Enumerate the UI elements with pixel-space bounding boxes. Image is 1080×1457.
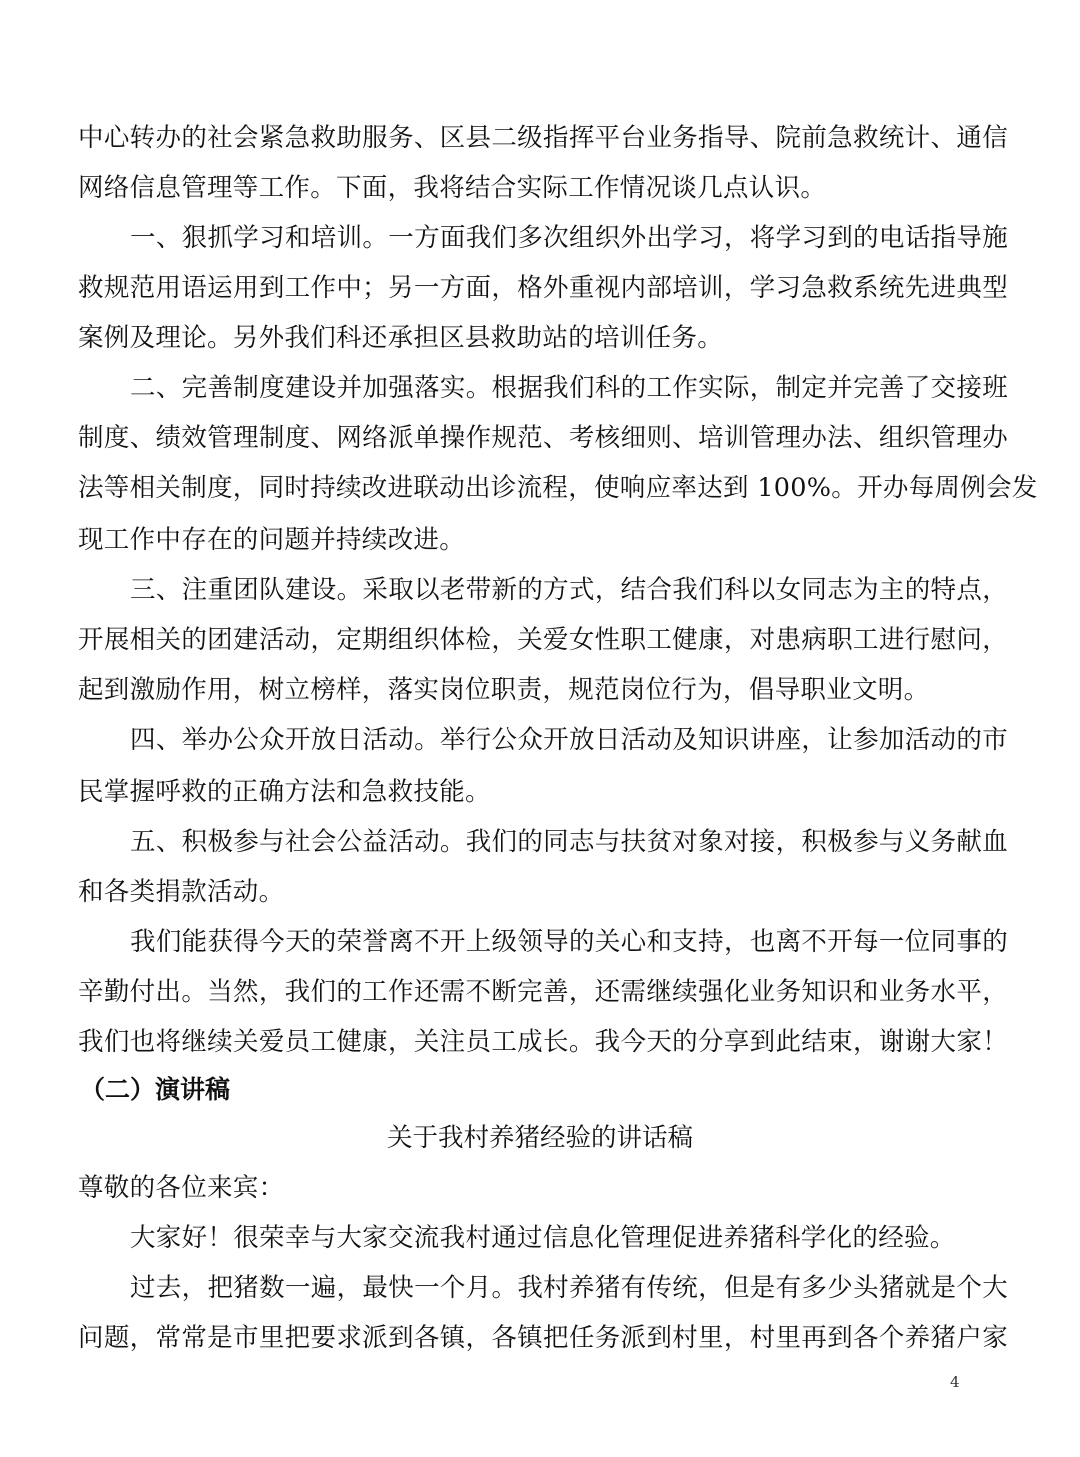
paragraph-line: 开展相关的团建活动，定期组织体检，关爱女性职工健康，对患病职工进行慰问， (78, 625, 1008, 655)
paragraph-line: 案例及理论。另外我们科还承担区县救助站的培训任务。 (78, 323, 724, 353)
paragraph-line: 过去，把猪数一遍，最快一个月。我村养猪有传统，但是有多少头猪就是个大 (130, 1273, 1008, 1303)
paragraph-line: 二、完善制度建设并加强落实。根据我们科的工作实际，制定并完善了交接班 (130, 373, 1008, 403)
speech-title: 关于我村养猪经验的讲话稿 (386, 1123, 693, 1153)
paragraph-line: 我们也将继续关爱员工健康，关注员工成长。我今天的分享到此结束，谢谢大家！ (78, 1027, 1008, 1057)
paragraph-line: 四、举办公众开放日活动。举行公众开放日活动及知识讲座，让参加活动的市 (130, 725, 1008, 755)
paragraph-line: 一、狠抓学习和培训。一方面我们多次组织外出学习，将学习到的电话指导施 (130, 223, 1008, 253)
paragraph-line: 现工作中存在的问题并持续改进。 (78, 525, 466, 555)
paragraph-line: 三、注重团队建设。采取以老带新的方式，结合我们科以女同志为主的特点， (130, 575, 1008, 605)
paragraph-line: 五、积极参与社会公益活动。我们的同志与扶贫对象对接，积极参与义务献血 (130, 827, 1008, 857)
paragraph-line: 法等相关制度，同时持续改进联动出诊流程，使响应率达到 100%。开办每周例会发 (78, 473, 1038, 503)
paragraph-line: 和各类捐款活动。 (78, 877, 285, 907)
paragraph-line: 民掌握呼救的正确方法和急救技能。 (78, 777, 491, 807)
salutation-line: 尊敬的各位来宾： (78, 1173, 285, 1203)
page-number: 4 (950, 1373, 960, 1391)
paragraph-line: 起到激励作用，树立榜样，落实岗位职责，规范岗位行为，倡导职业文明。 (78, 675, 930, 705)
paragraph-line: 大家好！很荣幸与大家交流我村通过信息化管理促进养猪科学化的经验。 (130, 1223, 956, 1253)
section-heading: （二）演讲稿 (80, 1075, 231, 1104)
paragraph-line: 救规范用语运用到工作中；另一方面，格外重视内部培训，学习急救系统先进典型 (78, 273, 1008, 303)
paragraph-line: 网络信息管理等工作。下面，我将结合实际工作情况谈几点认识。 (78, 173, 827, 203)
paragraph-line: 辛勤付出。当然，我们的工作还需不断完善，还需继续强化业务知识和业务水平， (78, 977, 1008, 1007)
paragraph-line: 问题，常常是市里把要求派到各镇，各镇把任务派到村里，村里再到各个养猪户家 (78, 1323, 1008, 1353)
paragraph-line: 制度、绩效管理制度、网络派单操作规范、考核细则、培训管理办法、组织管理办 (78, 423, 1008, 453)
paragraph-line: 中心转办的社会紧急救助服务、区县二级指挥平台业务指导、院前急救统计、通信 (78, 123, 1008, 153)
paragraph-line: 我们能获得今天的荣誉离不开上级领导的关心和支持，也离不开每一位同事的 (130, 927, 1008, 957)
